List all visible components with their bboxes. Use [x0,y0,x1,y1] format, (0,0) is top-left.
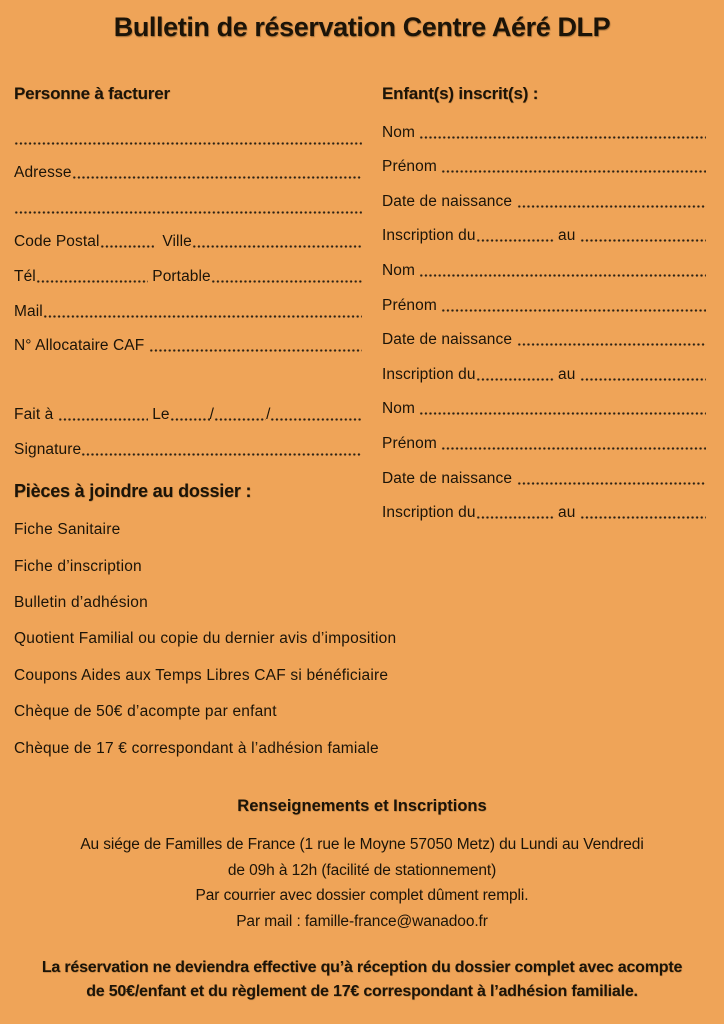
form-field-row [382,110,706,145]
dotted-blank [419,274,706,277]
document-item: Chèque de 50€ d’acompte par enfant [14,703,277,721]
dotted-blank [419,136,706,139]
footer-lines [0,956,724,1004]
form-field-row [14,220,362,255]
form-field-row [382,352,706,387]
field-label: Mail [14,302,43,320]
form-field-row [14,116,362,151]
dotted-blank [211,280,362,283]
dotted-blank [149,349,362,352]
dotted-blank [476,378,554,381]
info-line: Au siége de Familles de France (1 rue le Moyne 57050 Metz) du Lundi au Vendredi [80,836,644,853]
field-label: Prénom [382,158,442,176]
dotted-blank [441,170,706,173]
field-label: Portable [147,267,211,285]
form-field-row [382,145,706,180]
dotted-blank [580,378,706,381]
field-label: au [553,504,580,522]
field-label: Date de naissance [382,469,517,487]
dotted-blank [476,239,554,242]
row-spacer [14,358,362,393]
dotted-blank [441,309,706,312]
dotted-blank [14,142,362,145]
field-label: Nom [382,400,420,418]
field-label: Date de naissance [382,331,517,349]
form-field-row [382,421,706,456]
dotted-blank [441,447,706,450]
info-section [0,797,724,934]
dotted-blank [58,418,148,421]
document-item: Chèque de 17 € correspondant à l’adhésion famiale [14,739,379,757]
info-lines [0,832,724,934]
field-label: / [209,406,215,424]
documents-list [14,512,594,767]
field-label: au [553,365,580,383]
field-label: Ville [153,233,192,251]
children-fields [382,110,706,525]
dotted-blank [192,245,362,248]
field-label: Signature [14,440,82,458]
children-section [382,84,706,525]
field-label: Adresse [14,164,72,182]
dotted-blank [517,205,707,208]
document-item: Bulletin d’adhésion [14,593,148,611]
form-field-row [14,289,362,324]
footer-line: La réservation ne deviendra effective qu’à réception du dossier complet avec acompte [41,959,683,976]
documents-heading: Pièces à joindre au dossier : [14,481,252,501]
field-label: Fait à [14,406,58,424]
dotted-blank [580,516,706,519]
field-label: Nom [382,261,420,279]
form-field-row [382,318,706,353]
dotted-blank [214,418,266,421]
dotted-blank [14,211,362,214]
page-title: Bulletin de réservation Centre Aéré DLP [113,12,611,42]
field-label: Prénom [382,434,442,452]
dotted-blank [419,412,706,415]
document-item: Quotient Familial ou copie du dernier avis d’imposition [14,630,397,648]
form-field-row [382,248,706,283]
field-label: Nom [382,123,420,141]
document-item: Fiche d’inscription [14,557,142,575]
dotted-blank [580,239,706,242]
document-item: Fiche Sanitaire [14,521,121,539]
field-label: Le [147,406,170,424]
documents-section [14,481,594,767]
info-heading: Renseignements et Inscriptions [237,797,487,815]
field-label: Inscription du [382,504,476,522]
field-label: / [266,406,271,424]
form-field-row [14,324,362,359]
dotted-blank [270,418,362,421]
field-label: Inscription du [382,227,476,245]
dotted-blank [36,280,148,283]
field-label: Tél [14,267,36,285]
dotted-blank [81,453,362,456]
dotted-blank [43,315,362,318]
info-line: de 09h à 12h (facilité de stationnement) [227,861,497,879]
dotted-blank [170,418,210,421]
form-field-row [382,179,706,214]
billing-heading: Personne à facturer [14,84,170,103]
form-field-row [14,427,362,462]
billing-section [14,84,362,462]
billing-fields [14,116,362,462]
field-label: Date de naissance [382,192,517,210]
form-field-row [14,254,362,289]
field-label: Code Postal [14,233,100,251]
field-label: au [553,227,580,245]
dotted-blank [517,343,707,346]
form-field-row [14,185,362,220]
form-field-row [382,387,706,422]
dotted-blank [72,176,362,179]
field-label: Prénom [382,296,442,314]
form-field-row [382,283,706,318]
form-field-row [14,151,362,186]
form-field-row [382,214,706,249]
email-line: Par mail : famille-france@wanadoo.fr [236,912,488,930]
field-label: Inscription du [382,365,476,383]
form-field-row [14,393,362,428]
footer-note [0,956,724,1004]
field-label: N° Allocataire CAF [14,337,149,355]
info-line: Par courrier avec dossier complet dûment rempli. [195,887,529,904]
dotted-blank [100,245,154,248]
children-heading: Enfant(s) inscrit(s) : [382,84,539,103]
footer-line: de 50€/enfant et du règlement de 17€ correspondant à l’adhésion familiale. [86,983,638,1000]
document-item: Coupons Aides aux Temps Libres CAF si bénéficiaire [14,666,389,684]
